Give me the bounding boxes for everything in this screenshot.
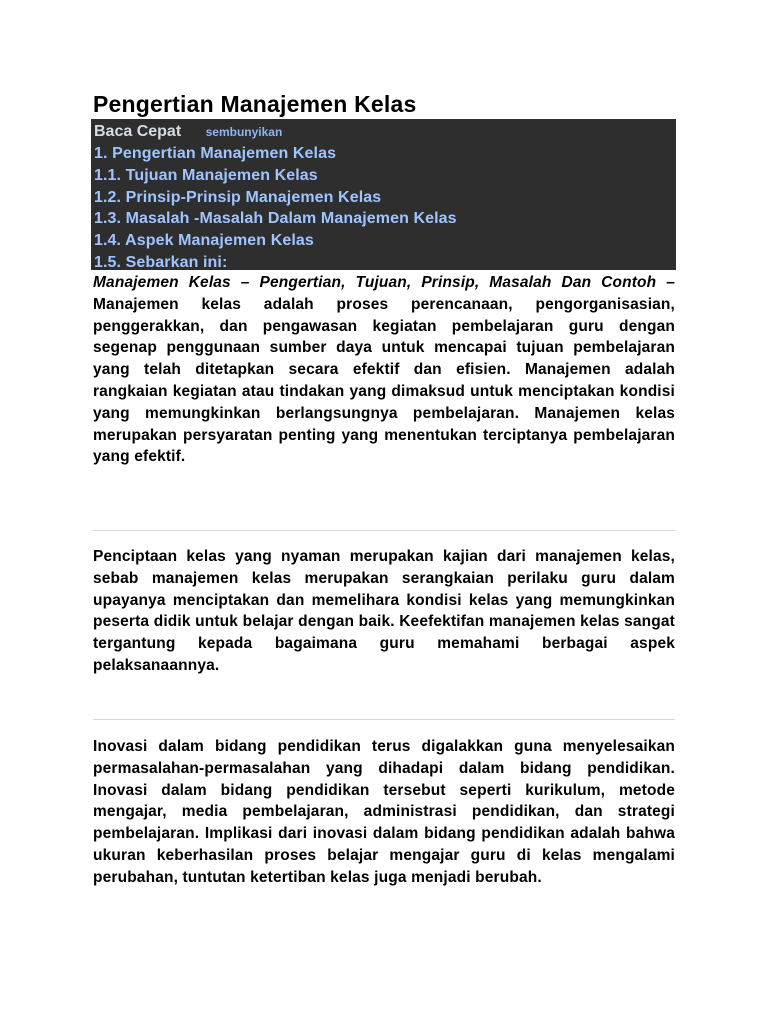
toc-label: Baca Cepat (94, 123, 182, 140)
toc-item-sebarkan[interactable]: 1.5. Sebarkan ini: (94, 253, 228, 271)
toc-hide-toggle[interactable]: sembunyikan (205, 125, 283, 139)
paragraph-second: Penciptaan kelas yang nyaman merupakan kajian dari manajemen kelas, sebab manajemen kelas merupakan serangkaian perilaku guru dalam upayanya menciptakan dan memelihara kondisi kelas yang memungkinkan peserta didik untuk belajar dengan baik. Keefektifan manajemen kelas sangat tergantung kepada bagaimana guru memahami berbagai aspek pelaksanaannya. (93, 548, 675, 674)
toc-item-pengertian[interactable]: 1. Pengertian Manajemen Kelas (94, 145, 337, 162)
toc-item-tujuan[interactable]: 1.1. Tujuan Manajemen Kelas (94, 166, 318, 184)
intro-text: – Manajemen kelas adalah proses perencanaan, pengorganisasian, penggerakkan, dan pengawasan kegiatan pembelajaran guru dengan segenap penggunaan sumber daya untuk mencapai tujuan pembelajaran yang telah ditetapkan secara efektif dan efisien. Manajemen adalah rangkaian kegiatan atau tindakan yang dimaksud untuk menciptakan kondisi yang memungkinkan berlangsungnya pembelajaran. Manajemen kelas merupakan persyaratan penting yang menentukan terciptanya pembelajaran yang efektif. (93, 274, 675, 466)
toc-header (94, 121, 676, 143)
divider (93, 719, 675, 720)
toc-item-prinsip[interactable]: 1.2. Prinsip-Prinsip Manajemen Kelas (94, 188, 382, 206)
paragraph-third: Inovasi dalam bidang pendidikan terus digalakkan guna menyelesaikan permasalahan-permasalahan yang dihadapi dalam bidang pendidikan. Inovasi dalam bidang pendidikan tersebut seperti kurikulum, metode mengajar, media pembelajaran, administrasi pendidikan, dan strategi pembelajaran. Implikasi dari inovasi dalam bidang pendidikan adalah bahwa ukuran keberhasilan proses belajar mengajar guru di kelas mengalami perubahan, tuntutan ketertiban kelas juga menjadi berubah. (93, 738, 675, 886)
page-title: Pengertian Manajemen Kelas (93, 91, 417, 117)
intro-italic-heading: Manajemen Kelas – Pengertian, Tujuan, Prinsip, Masalah Dan Contoh (93, 274, 657, 291)
divider (93, 530, 675, 531)
paragraph-intro (93, 272, 675, 468)
table-of-contents (91, 119, 676, 270)
toc-item-masalah[interactable]: 1.3. Masalah -Masalah Dalam Manajemen Kelas (94, 210, 457, 228)
toc-item-aspek[interactable]: 1.4. Aspek Manajemen Kelas (94, 232, 314, 250)
